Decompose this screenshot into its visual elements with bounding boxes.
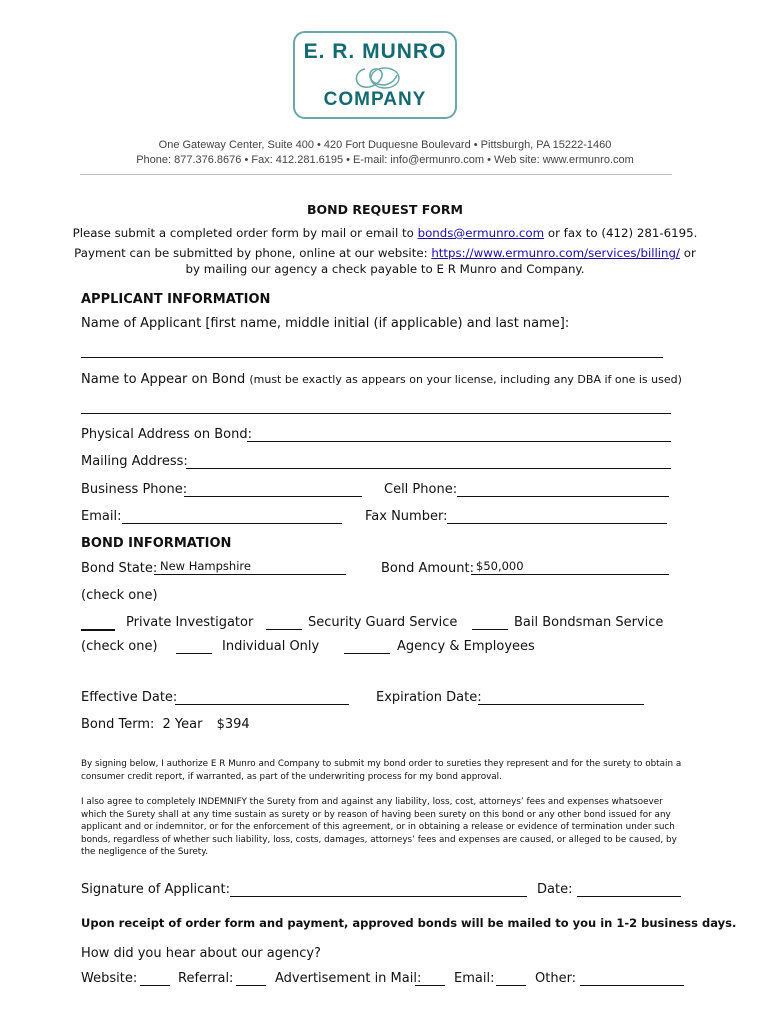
authorization-paragraph: By signing below, I authorize E R Munro and Company to submit my bond order to sureties they represent and for the surety to obtain a consumer credit report, if warranted, as part of the underwriting process for my bond approval. [81,759,682,782]
email-link[interactable]: bonds@ermunro.com [417,226,545,240]
referral-label: Referral: [178,971,234,986]
form-title: BOND REQUEST FORM [307,202,463,217]
intro-text: or [680,246,696,260]
business-phone-label: Business Phone: [81,482,188,497]
header-divider [80,174,672,175]
intro-text: Please submit a completed order form by mail or email to [72,226,418,240]
other-label: Other: [535,971,577,986]
cell-phone-field[interactable] [457,496,669,497]
check-one-label: (check one) [81,588,158,603]
bond-term-row [81,717,250,732]
bail-bondsman-label: Bail Bondsman Service [514,615,664,630]
email-label: Email: [81,509,122,524]
individual-only-label: Individual Only [222,639,320,654]
physical-address-field[interactable] [247,441,671,442]
intro-text: Payment can be submitted by phone, online at our website: [74,246,432,260]
delivery-notice: Upon receipt of order form and payment, approved bonds will be mailed to you in 1-2 business days. [81,916,737,930]
indemnity-paragraph: I also agree to completely INDEMNIFY the Surety from and against any liability, loss, cost, attorneys’ fees and expenses whatsoever which the Surety shall at any time sustain as surety or by reason of having been surety on this bond or any other bond issued for any applicant and or indemnitor, or for the enforcement of this agreement, or in obtaining a release or evidence of termination under such bonds, regardless of whether such liability, loss, costs, damages, attorneys’ fees and expenses are caused, or alleged to be caused, by the negligence of the Surety. [81,797,677,858]
effective-date-label: Effective Date: [81,690,178,705]
signature-date-label: Date: [537,882,573,897]
fax-number-field[interactable] [447,523,667,524]
bond-name-label-text: Name to Appear on Bond [81,372,246,387]
website-field[interactable] [140,985,170,986]
referral-field[interactable] [236,985,266,986]
business-phone-field[interactable] [184,496,362,497]
contact-line: Phone: 877.376.8676 • Fax: 412.281.6195 • E-mail: info@ermunro.com • Web site: www.ermunro.com [136,154,634,166]
signature-field[interactable] [230,896,527,897]
bond-name-field[interactable] [81,413,671,414]
bond-term-label: Bond Term: [81,717,155,732]
private-investigator-label: Private Investigator [126,615,254,630]
email-field[interactable] [122,523,342,524]
mailing-address-field[interactable] [186,468,671,469]
bond-state-value[interactable]: New Hampshire [160,559,251,573]
applicant-name-field[interactable] [81,357,663,358]
referral-email-label: Email: [454,971,495,986]
referral-question: How did you hear about our agency? [81,946,321,961]
individual-checkbox[interactable] [176,653,212,654]
bond-state-field[interactable] [154,574,346,575]
agency-employees-label: Agency & Employees [397,639,535,654]
bond-name-note: (must be exactly as appears on your license, including any DBA if one is used) [249,373,682,386]
bond-term-value: 2 Year [162,717,203,732]
check-one-label-2: (check one) [81,639,158,654]
intro-line-1 [0,226,770,240]
expiration-date-label: Expiration Date: [376,690,482,705]
bond-term-price: $394 [216,717,250,732]
intro-line-3: by mailing our agency a check payable to E R Munro and Company. [185,262,585,276]
bond-amount-field[interactable] [471,574,669,575]
advertisement-field[interactable] [415,985,445,986]
applicant-name-label: Name of Applicant [first name, middle initial (if applicable) and last name]: [81,316,570,331]
expiration-date-field[interactable] [478,704,644,705]
bond-info-header: BOND INFORMATION [81,536,232,551]
bond-name-label [81,372,682,387]
pi-checkbox[interactable] [81,629,115,631]
intro-line-2 [0,246,770,260]
agency-checkbox[interactable] [344,653,390,654]
bond-amount-label: Bond Amount: [381,561,474,576]
signature-date-field[interactable] [577,896,681,897]
intro-text: or fax to (412) 281-6195. [544,226,698,240]
billing-link[interactable]: https://www.ermunro.com/services/billing/ [431,246,680,260]
applicant-header: APPLICANT INFORMATION [81,292,271,307]
security-checkbox[interactable] [266,629,302,630]
security-guard-label: Security Guard Service [308,615,458,630]
advertisement-label: Advertisement in Mail: [275,971,422,986]
logo-line-1: E. R. MUNRO [303,40,447,63]
bond-state-label: Bond State: [81,561,158,576]
physical-address-label: Physical Address on Bond: [81,427,252,442]
website-label: Website: [81,971,138,986]
bond-amount-value[interactable]: $50,000 [476,559,524,573]
address-line: One Gateway Center, Suite 400 • 420 Fort Duquesne Boulevard • Pittsburgh, PA 15222-1460 [158,139,612,151]
cell-phone-label: Cell Phone: [384,482,458,497]
effective-date-field[interactable] [175,704,349,705]
signature-label: Signature of Applicant: [81,882,230,897]
logo-line-2: COMPANY [323,89,427,110]
fax-number-label: Fax Number: [365,509,448,524]
referral-email-field[interactable] [496,985,526,986]
mailing-address-label: Mailing Address: [81,454,188,469]
bail-checkbox[interactable] [472,629,508,630]
other-field[interactable] [580,985,684,986]
company-logo [293,31,457,119]
